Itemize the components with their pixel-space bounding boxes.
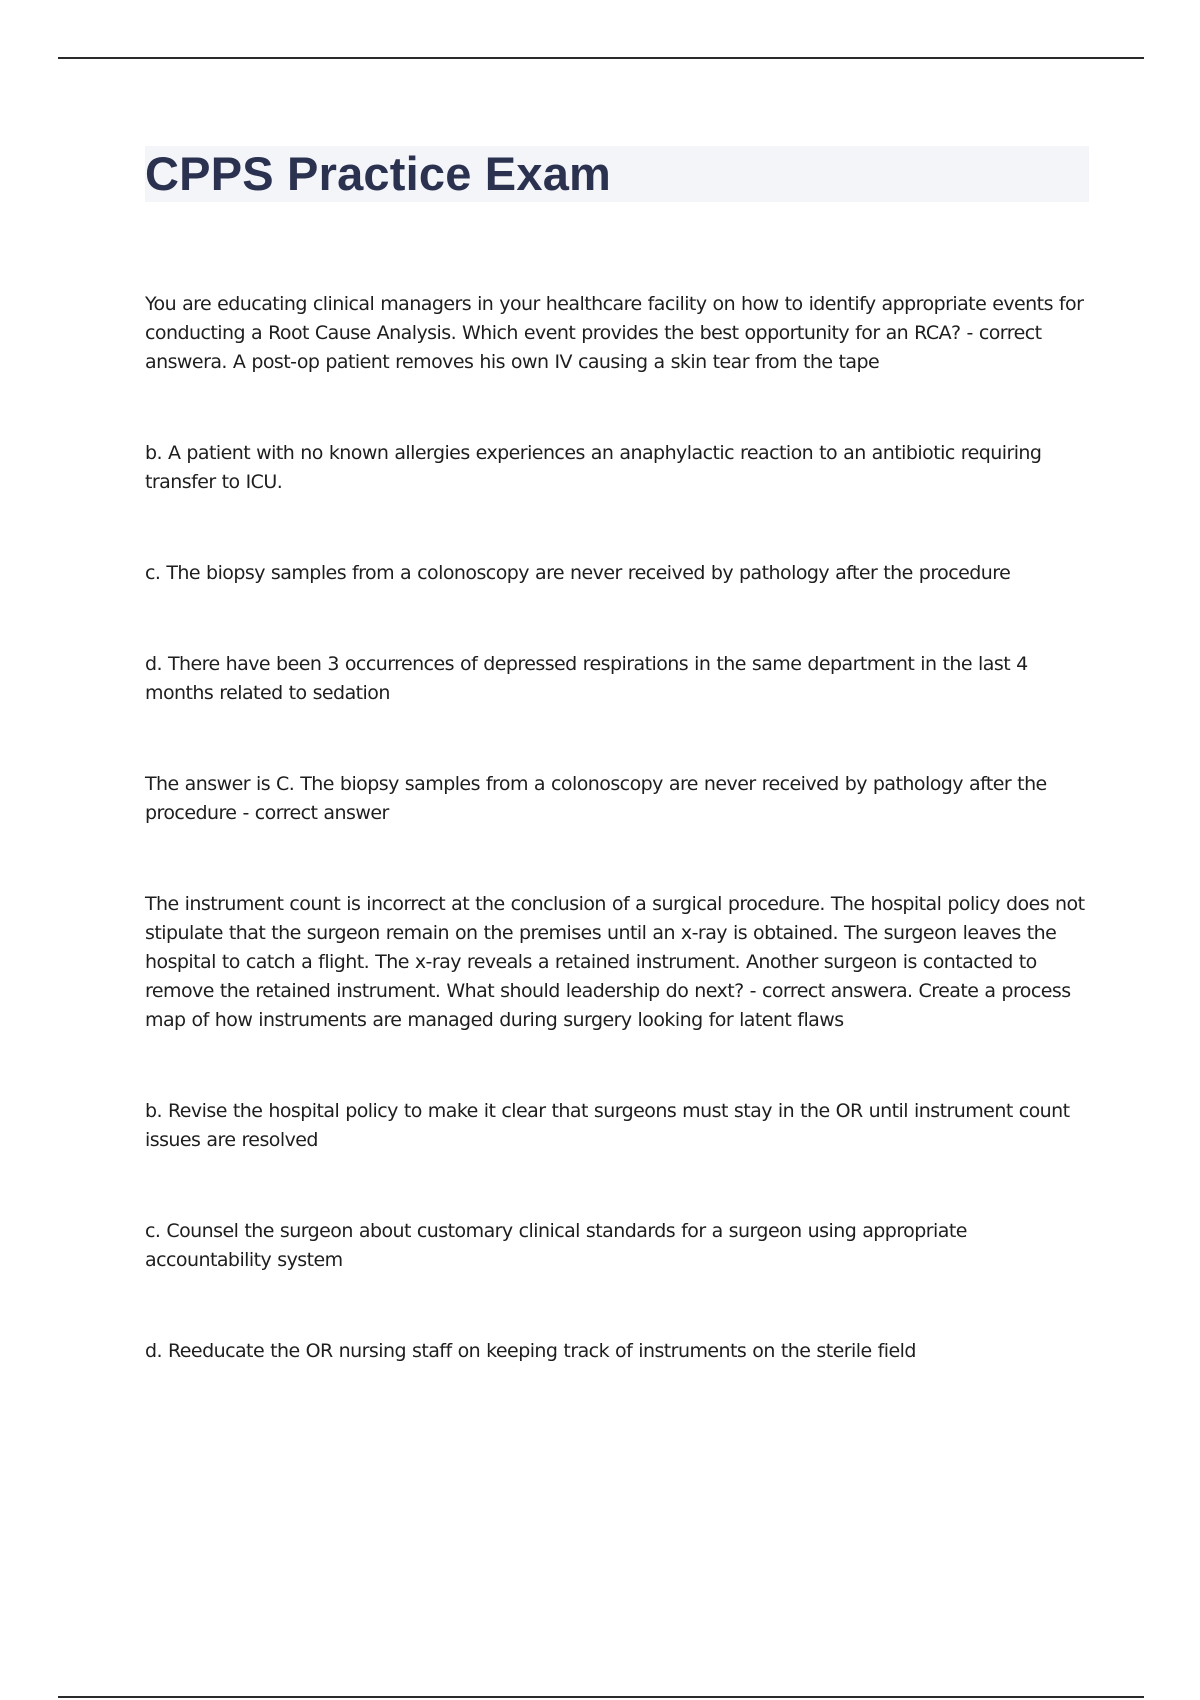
question-1-option-b: b. A patient with no known allergies experiences an anaphylactic reaction to an antibiotic requiring transfer to ICU. bbox=[145, 442, 1042, 493]
question-2-prompt: The instrument count is incorrect at the conclusion of a surgical procedure. The hospital policy does not stipulate that the surgeon remain on the premises until an x-ray is obtained. The surgeon leaves the hospital to catch a flight. The x-ray reveals a retained instrument. Another surgeon is contacted to remove the retained instrument. What should leadership do next? - correct answera. Create a process map of how instruments are managed during surgery looking for latent flaws bbox=[145, 893, 1085, 1031]
header-rule bbox=[58, 57, 1144, 59]
question-1-option-d: d. There have been 3 occurrences of depressed respirations in the same department in the last 4 months related to sedation bbox=[145, 653, 1028, 704]
question-2-option-d: d. Reeducate the OR nursing staff on keeping track of instruments on the sterile field bbox=[145, 1340, 916, 1362]
question-1-answer: The answer is C. The biopsy samples from a colonoscopy are never received by pathology after the procedure - correct answer bbox=[145, 773, 1047, 824]
document-body bbox=[145, 290, 1090, 1428]
question-1-option-c: c. The biopsy samples from a colonoscopy are never received by pathology after the procedure bbox=[145, 562, 1011, 584]
question-1-prompt: You are educating clinical managers in your healthcare facility on how to identify appropriate events for conducting a Root Cause Analysis. Which event provides the best opportunity for an RCA? - correct answera. A post-op patient removes his own IV causing a skin tear from the tape bbox=[145, 293, 1084, 373]
page-title: CPPS Practice Exam bbox=[145, 147, 612, 200]
question-2-option-c: c. Counsel the surgeon about customary clinical standards for a surgeon using appropriate accountability system bbox=[145, 1220, 967, 1271]
question-2-option-b: b. Revise the hospital policy to make it clear that surgeons must stay in the OR until instrument count issues are resolved bbox=[145, 1100, 1070, 1151]
footer-rule bbox=[58, 1696, 1144, 1698]
